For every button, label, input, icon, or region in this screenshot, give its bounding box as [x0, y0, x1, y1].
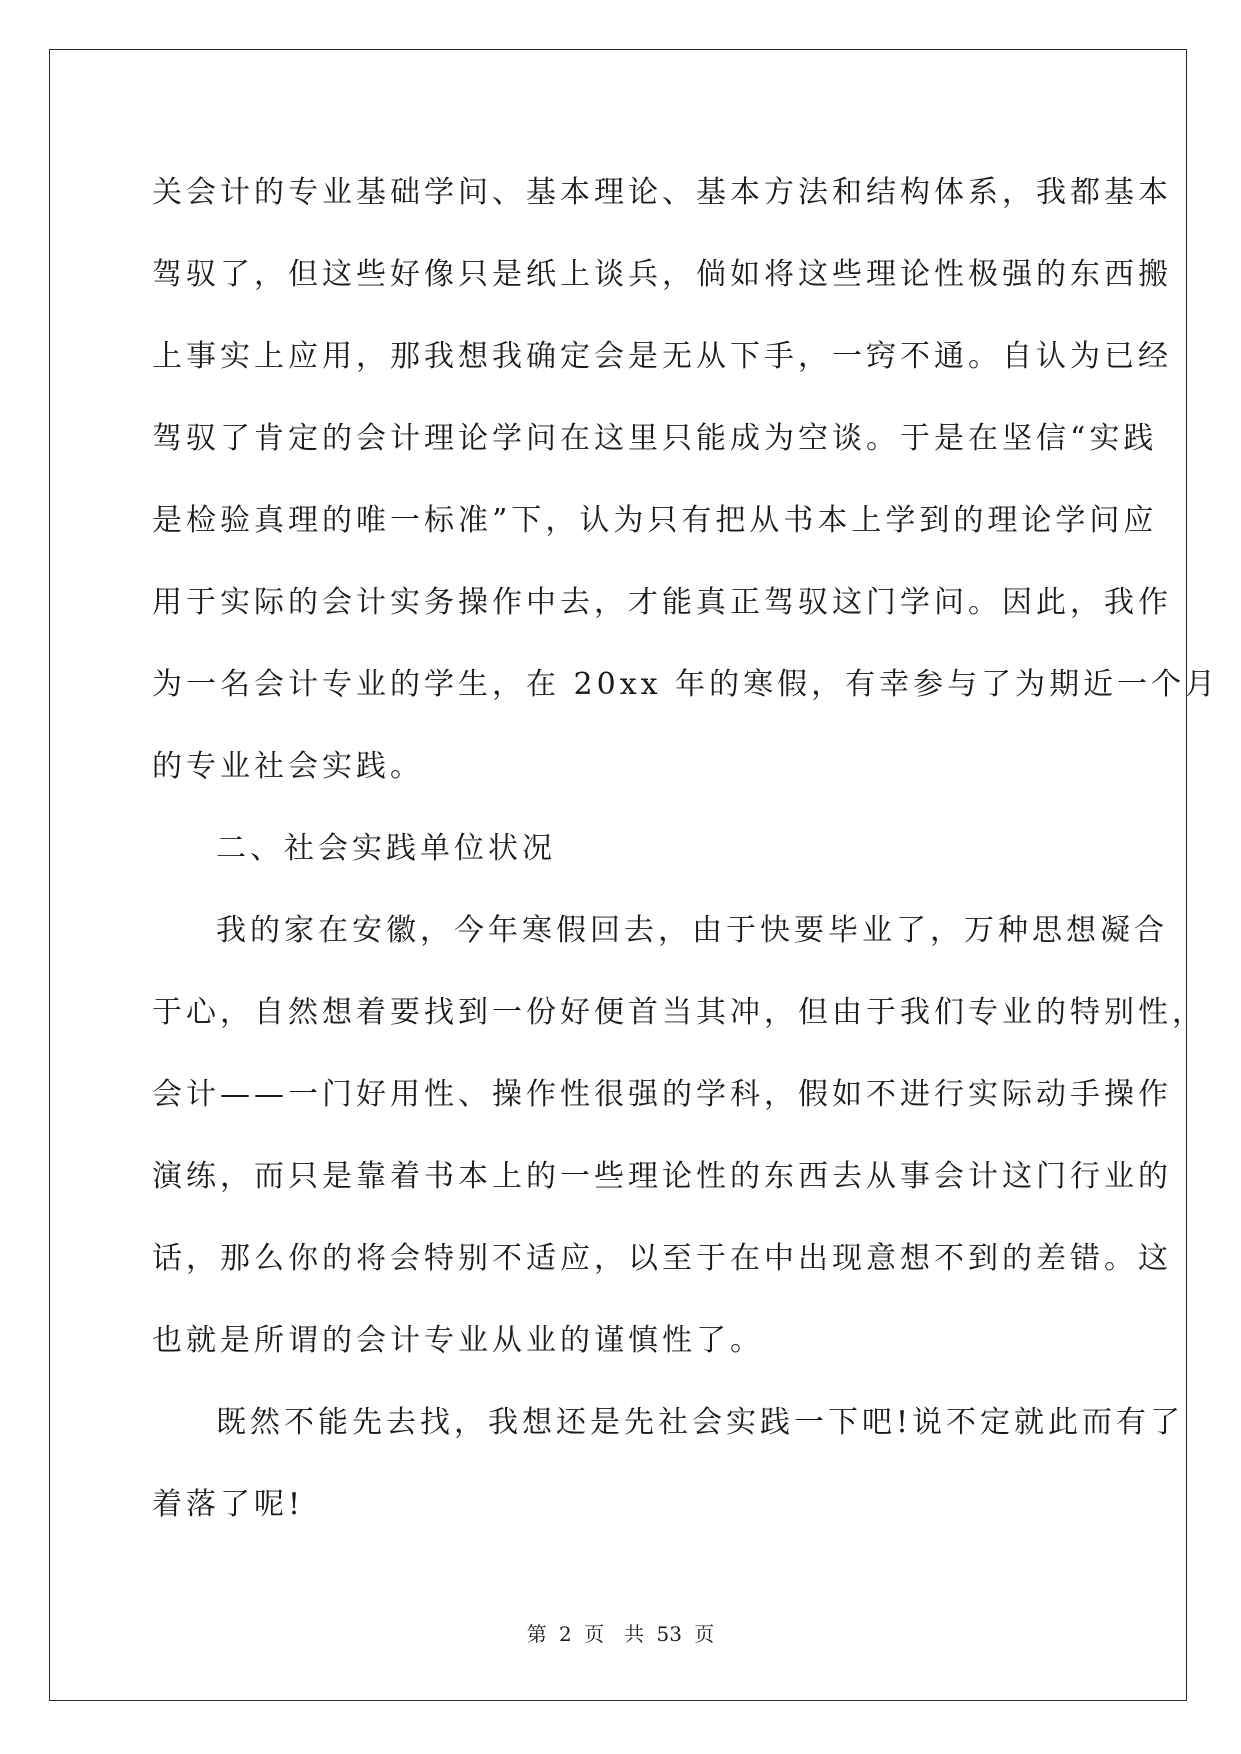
body-text-line: 演练，而只是靠着书本上的一些理论性的东西去从事会计这门行业的 — [152, 1159, 1172, 1194]
total-page-count: 共 53 页 — [624, 1622, 715, 1646]
body-text-line: 既然不能先去找，我想还是先社会实践一下吧!说不定就此而有了 — [216, 1405, 1185, 1440]
body-text-line: 关会计的专业基础学问、基本理论、基本方法和结构体系，我都基本 — [152, 175, 1172, 210]
body-text-line: 于心，自然想着要找到一份好便首当其冲，但由于我们专业的特别性， — [152, 995, 1206, 1030]
body-text-line: 着落了呢! — [152, 1487, 305, 1522]
body-text-line: 是检验真理的唯一标准”下，认为只有把从书本上学到的理论学问应 — [152, 503, 1158, 538]
body-text-line: 二、社会实践单位状况 — [216, 831, 556, 866]
page-footer — [0, 1618, 1241, 1647]
body-text-line: 用于实际的会计实务操作中去，才能真正驾驭这门学问。因此，我作 — [152, 585, 1172, 620]
body-text-line: 上事实上应用，那我想我确定会是无从下手，一窍不通。自认为已经 — [152, 339, 1172, 374]
body-text-line: 为一名会计专业的学生，在 20xx 年的寒假，有幸参与了为期近一个月 — [152, 667, 1220, 702]
body-text-line: 也就是所谓的会计专业从业的谨慎性了。 — [152, 1323, 764, 1358]
body-text-line: 驾驭了，但这些好像只是纸上谈兵，倘如将这些理论性极强的东西搬 — [152, 257, 1172, 292]
body-text-line: 会计——一门好用性、操作性很强的学科，假如不进行实际动手操作 — [152, 1077, 1172, 1112]
body-text-line: 的专业社会实践。 — [152, 749, 424, 784]
body-text-line: 我的家在安徽，今年寒假回去，由于快要毕业了，万种思想凝合 — [216, 913, 1168, 948]
body-text-line: 话，那么你的将会特别不适应，以至于在中出现意想不到的差错。这 — [152, 1241, 1172, 1276]
current-page-number: 第 2 页 — [526, 1622, 605, 1646]
body-text-line: 驾驭了肯定的会计理论学问在这里只能成为空谈。于是在坚信“实践 — [152, 421, 1158, 456]
document-body — [152, 152, 1220, 1546]
